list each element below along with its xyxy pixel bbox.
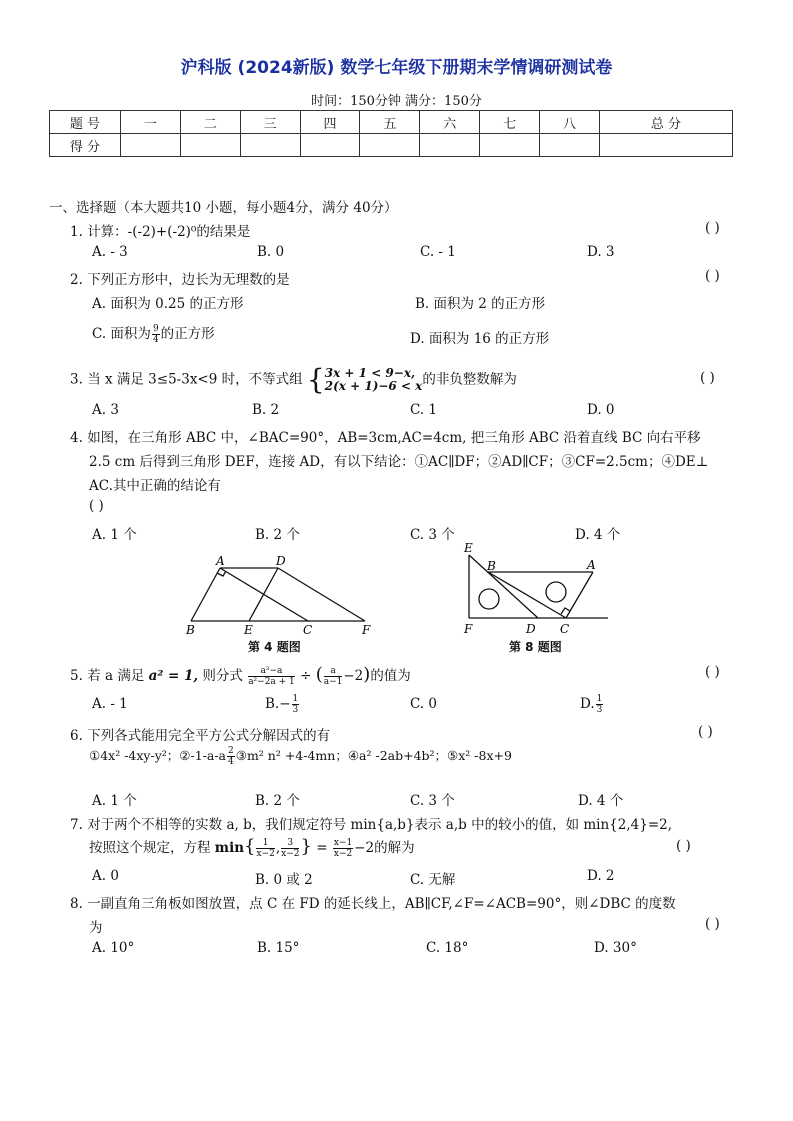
option-a[interactable]: A. - 3	[92, 244, 128, 260]
fraction	[281, 838, 299, 859]
question-items	[89, 746, 512, 767]
option-d-label: D.	[580, 696, 595, 712]
question-text: 当 x 满足 3≤5-3x<9 时，不等式组	[87, 371, 303, 388]
option-a[interactable]: A. 0	[92, 868, 119, 884]
question-2	[70, 268, 290, 288]
score-cell: 四	[300, 111, 360, 134]
fraction-numerator: 9	[152, 324, 159, 334]
min-function: min	[214, 840, 245, 856]
option-d[interactable]: D. 30°	[594, 940, 637, 956]
question-text-line: 2.5 cm 后得到三角形 DEF，连接 AD，有以下结论：①AC∥DF；②AD∥CF；③CF=2.5cm；④DE⊥	[89, 454, 709, 470]
option-c[interactable]: C. - 1	[420, 244, 456, 260]
question-1	[70, 220, 250, 240]
score-cell: 二	[180, 111, 240, 134]
fraction	[256, 838, 274, 859]
question-number: 8.	[70, 896, 83, 912]
question-number: 6.	[70, 728, 83, 744]
question-4	[70, 426, 701, 446]
question-8	[70, 892, 676, 912]
items-text-rest: ③m² n² +4-4mn；④a² -2ab+4b²；⑤x² -8x+9	[235, 748, 512, 763]
option-b[interactable]: B. 2 个	[255, 793, 300, 809]
fraction-numerator: 1	[292, 694, 299, 704]
point-label: E	[244, 623, 253, 637]
option-c-text-tail: 的正方形	[160, 326, 215, 342]
point-label: C	[560, 622, 570, 636]
question-text: 若 a 满足	[87, 668, 145, 684]
page-title: 沪科版 (2024新版) 数学七年级下册期末学情调研测试卷	[180, 58, 613, 78]
fraction-denominator: 3	[596, 705, 603, 715]
fraction	[324, 666, 343, 687]
question-number: 7.	[70, 817, 83, 833]
option-c[interactable]: C. 1	[410, 402, 438, 418]
segment-de	[249, 568, 278, 621]
fraction-numerator: 1	[256, 838, 274, 849]
point-label: D	[526, 622, 536, 636]
point-label: C	[303, 623, 313, 637]
score-input-cell[interactable]	[240, 134, 300, 157]
fraction-numerator: 2	[228, 746, 234, 756]
score-cell: 五	[360, 111, 420, 134]
question-number: 3.	[70, 371, 83, 388]
point-label: B	[186, 623, 195, 637]
segment-bc	[488, 572, 566, 618]
score-table	[49, 110, 733, 157]
operator: ÷	[300, 668, 312, 684]
score-input-cell[interactable]	[360, 134, 420, 157]
segment-ab	[191, 568, 220, 621]
equals: =	[316, 840, 328, 856]
expression-tail: −2	[354, 840, 375, 856]
brace-close: }	[300, 836, 312, 857]
question-text-line: 一副直角三角板如图放置，点 C 在 FD 的延长线上，AB∥CF,∠F=∠ACB=90°，则∠DBC 的度数	[87, 896, 676, 912]
fraction-numerator: 1	[596, 694, 603, 704]
figure-8	[460, 542, 620, 642]
items-text: ①4x² -4xy-y²；②-1-a-a	[89, 748, 227, 763]
section-heading: 一、选择题（本大题共10 小题，每小题4分，满分 40分）	[49, 200, 398, 216]
question-text: 下列正方形中，边长为无理数的是	[87, 272, 290, 288]
question-text-line: 对于两个不相等的实数 a, b，我们规定符号 min{a,b}表示 a,b 中的较小的值，如 min{2,4}=2,	[87, 817, 673, 833]
option-b[interactable]: B. 15°	[257, 940, 300, 956]
question-text-line: 如图，在三角形 ABC 中，∠BAC=90°，AB=3cm,AC=4cm, 把三角形 ABC 沿着直线 BC 向右平移	[87, 430, 701, 446]
option-b[interactable]: B. 面积为 2 的正方形	[415, 296, 546, 312]
option-c[interactable]: C. 18°	[426, 940, 469, 956]
inequality-line: 2(x + 1)−6 < x	[324, 379, 423, 393]
figure-caption: 第 8 题图	[509, 640, 562, 654]
fraction	[596, 694, 604, 715]
question-number: 1.	[70, 224, 83, 240]
exam-info: 时间：150分钟 满分：150分	[311, 94, 482, 109]
option-d[interactable]: D. 0	[587, 402, 615, 418]
point-label: F	[464, 622, 473, 636]
fraction-denominator: a−1	[323, 677, 343, 687]
answer-paren[interactable]: ( )	[676, 838, 691, 854]
score-cell: 七	[480, 111, 540, 134]
fraction	[248, 666, 295, 687]
score-cell: 三	[240, 111, 300, 134]
paren-close: )	[363, 664, 371, 685]
option-a[interactable]: A. 3	[92, 402, 119, 418]
option-b[interactable]: B. 0 或 2	[255, 872, 313, 888]
figure-caption: 第 4 题图	[248, 640, 301, 654]
score-input-cell[interactable]	[599, 134, 732, 157]
option-a[interactable]: A. 1 个	[92, 527, 137, 543]
question-text: 则分式	[202, 668, 243, 684]
score-input-cell[interactable]	[300, 134, 360, 157]
fraction-denominator: 3	[292, 705, 299, 715]
segment-df	[278, 568, 365, 621]
fraction-numerator: a²−a	[248, 666, 295, 677]
answer-paren[interactable]: ( )	[705, 268, 720, 284]
option-b-label: B.	[265, 696, 280, 712]
option-b[interactable]: B. 2 个	[255, 527, 300, 543]
option-d[interactable]: D. 面积为 16 的正方形	[410, 331, 550, 347]
answer-paren[interactable]: ( )	[705, 916, 720, 932]
fraction	[227, 746, 235, 767]
point-label: A	[216, 554, 225, 568]
question-text: 计算：-(-2)+(-2)⁰的结果是	[87, 224, 251, 240]
option-c[interactable]	[92, 322, 215, 345]
fraction-denominator: x−2	[281, 849, 300, 859]
question-text-tail: 的值为	[370, 668, 411, 684]
option-b[interactable]	[265, 694, 300, 715]
score-cell: 六	[420, 111, 480, 134]
answer-paren[interactable]: ( )	[698, 724, 713, 740]
segment-ac	[566, 572, 593, 618]
option-d[interactable]	[580, 694, 604, 715]
score-input-cell[interactable]	[540, 134, 600, 157]
question-number: 4.	[70, 430, 83, 446]
expression-tail: −2	[343, 668, 364, 684]
brace-symbol: {	[306, 363, 325, 396]
score-input-cell[interactable]	[480, 134, 540, 157]
fraction-denominator: x−2	[256, 849, 275, 859]
figure-4	[180, 552, 380, 652]
option-d[interactable]: D. 4 个	[575, 527, 621, 543]
fraction-numerator: 3	[281, 838, 299, 849]
point-label: F	[362, 623, 371, 637]
score-cell: 题 号	[50, 111, 121, 134]
question-text-tail: 的非负整数解为	[422, 371, 517, 388]
score-input-cell[interactable]	[420, 134, 480, 157]
option-c[interactable]: C. 3 个	[410, 793, 455, 809]
score-table-header-row	[50, 111, 733, 134]
point-label: A	[587, 558, 596, 572]
brace-open: {	[244, 836, 256, 857]
fraction	[152, 324, 160, 345]
triangle-hole	[479, 589, 499, 609]
score-input-cell[interactable]	[121, 134, 181, 157]
option-c-text: C. 面积为	[92, 326, 151, 342]
fraction-denominator: 4	[152, 335, 159, 345]
question-5	[70, 664, 411, 687]
point-label: E	[464, 542, 473, 555]
question-text: 按照这个规定，方程	[89, 840, 211, 856]
option-a[interactable]: A. - 1	[92, 696, 128, 712]
fraction-denominator: 4	[228, 757, 234, 767]
question-text-tail: 的解为	[374, 840, 415, 856]
question-text-line: AC.其中正确的结论有	[89, 478, 221, 494]
option-a[interactable]: A. 10°	[92, 940, 135, 956]
option-b[interactable]: B. 0	[257, 244, 285, 260]
answer-paren[interactable]: ( )	[700, 370, 715, 386]
fraction-numerator: a	[324, 666, 343, 677]
score-cell: 八	[540, 111, 600, 134]
answer-paren[interactable]: ( )	[705, 664, 720, 680]
paren-open: (	[315, 664, 323, 685]
fraction-numerator: x−1	[333, 838, 353, 848]
question-text: 下列各式能用完全平方公式分解因式的有	[87, 728, 331, 744]
sign: −	[279, 696, 291, 712]
score-input-cell[interactable]	[180, 134, 240, 157]
inequality-line: 3x + 1 < 9−x,	[324, 366, 416, 380]
fraction	[292, 694, 300, 715]
condition: a² = 1,	[148, 668, 199, 684]
option-b[interactable]: B. 2	[252, 402, 280, 418]
fraction-denominator: a²−2a + 1	[248, 677, 295, 687]
segment-ed	[469, 555, 538, 618]
point-label: D	[276, 554, 286, 568]
score-table-score-row	[50, 134, 733, 157]
option-a[interactable]: A. 面积为 0.25 的正方形	[92, 296, 244, 312]
triangle-hole	[546, 582, 566, 602]
question-3	[70, 363, 517, 396]
option-c[interactable]: C. 无解	[410, 872, 456, 888]
option-c[interactable]: C. 3 个	[410, 527, 455, 543]
question-6	[70, 724, 330, 744]
question-7-line2: 按照这个规定，方程 min{ $\frac{1}{x-2}$ , $\frac{3}{x-2}$ } = $\frac{x-1}{x-2}$ −2的解为	[89, 836, 415, 859]
option-a[interactable]: A. 1 个	[92, 793, 137, 809]
answer-paren[interactable]: ( )	[705, 220, 720, 236]
inequality-system	[325, 367, 423, 393]
answer-paren[interactable]: ( )	[89, 498, 104, 514]
fraction	[333, 838, 353, 859]
option-c[interactable]: C. 0	[410, 696, 438, 712]
score-cell: 一	[121, 111, 181, 134]
question-number: 5.	[70, 668, 83, 684]
option-d[interactable]: D. 2	[587, 868, 615, 884]
question-number: 2.	[70, 272, 83, 288]
fraction-denominator: x−2	[333, 849, 353, 859]
score-cell: 总 分	[599, 111, 732, 134]
option-d[interactable]: D. 4 个	[578, 793, 624, 809]
score-cell: 得 分	[50, 134, 121, 157]
question-7	[70, 813, 672, 833]
option-d[interactable]: D. 3	[587, 244, 615, 260]
point-label: B	[487, 559, 496, 573]
question-text-line: 为	[89, 920, 103, 936]
